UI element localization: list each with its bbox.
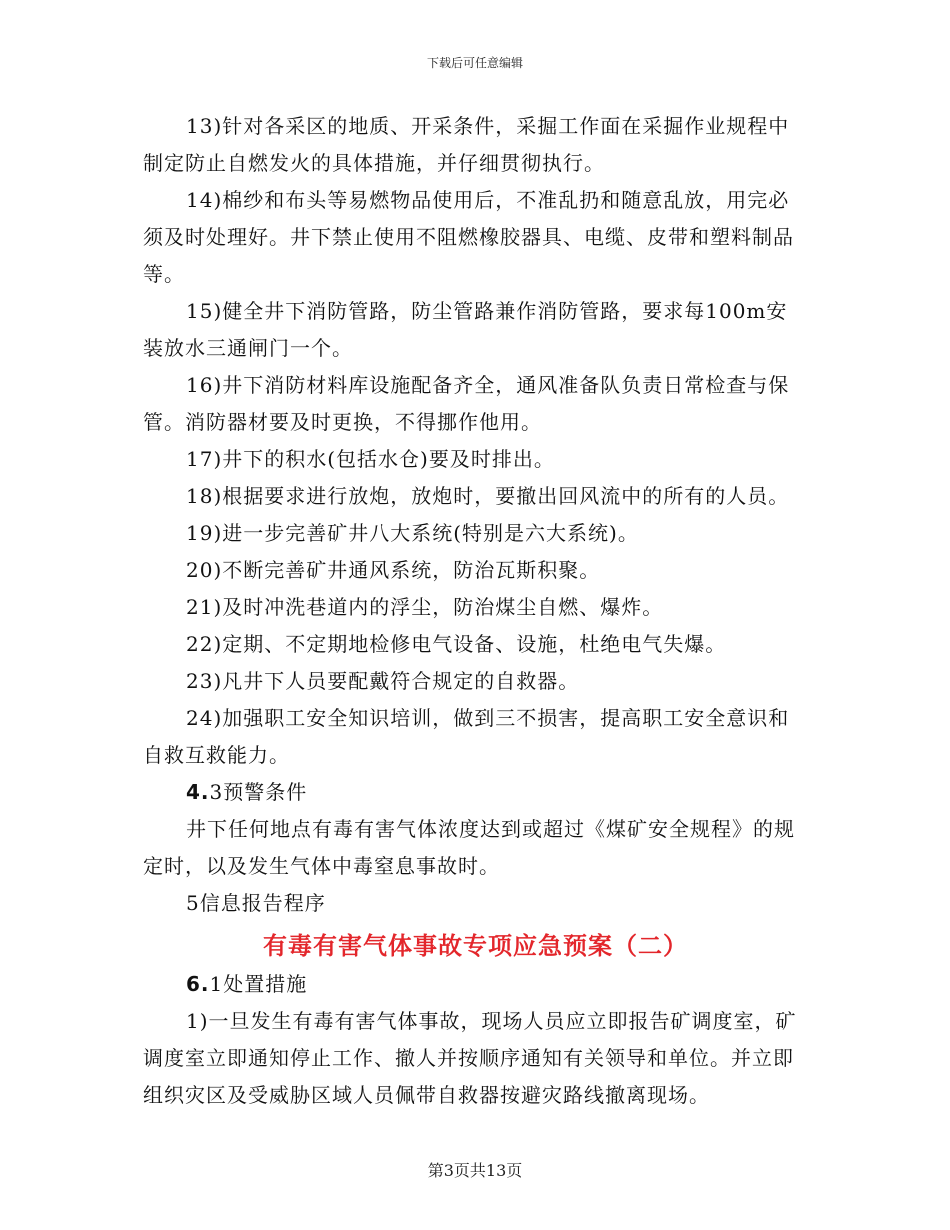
paragraph-15: 15)健全井下消防管路，防尘管路兼作消防管路，要求每100m安装放水三通闸门一个。 [143, 299, 788, 360]
paragraph-18: 18)根据要求进行放炮，放炮时，要撤出回风流中的所有的人员。 [186, 484, 790, 508]
paragraph-16: 16)井下消防材料库设施配备齐全，通风准备队负责日常检查与保管。消防器材要及时更换，不得挪作他用。 [143, 373, 790, 434]
paragraph-21: 21)及时冲洗巷道内的浮尘，防治煤尘自燃、爆炸。 [186, 595, 664, 619]
document-body [143, 108, 808, 1114]
red-section-title: 有毒有害气体事故专项应急预案（二） [263, 932, 688, 960]
section-number-4: 4. [186, 780, 210, 804]
section-heading-6-1 [143, 966, 808, 1003]
page-number: 第3页共13页 [427, 1161, 523, 1180]
section-number-6: 6. [186, 972, 210, 996]
section-body-warning: 井下任何地点有毒有害气体浓度达到或超过《煤矿安全规程》的规定时，以及发生气体中毒窒息事故时。 [143, 817, 795, 878]
paragraph-19: 19)进一步完善矿井八大系统(特别是六大系统)。 [186, 521, 639, 545]
section-heading-4-3 [143, 774, 808, 811]
paragraph-14: 14)棉纱和布头等易燃物品使用后，不准乱扔和随意乱放，用完必须及时处理好。井下禁止使用不阻燃橡胶器具、电缆、皮带和塑料制品等。 [143, 188, 794, 286]
paragraph-24: 24)加强职工安全知识培训，做到三不损害，提高职工安全意识和自救互救能力。 [143, 706, 790, 767]
paragraph-20: 20)不断完善矿井通风系统，防治瓦斯积聚。 [186, 558, 601, 582]
section-heading-5: 5信息报告程序 [186, 891, 326, 915]
section-title-warning: 3预警条件 [209, 780, 308, 804]
paragraph-17: 17)井下的积水(包括水仓)要及时排出。 [186, 447, 555, 471]
page-header-note: 下载后可任意编辑 [426, 56, 523, 70]
section-body-disposal: 1)一旦发生有毒有害气体事故，现场人员应立即报告矿调度室，矿调度室立即通知停止工作、撤人并按顺序通知有关领导和单位。并立即组织灾区及受威胁区域人员佩带自救器按避灾路线撤离现场。 [143, 1009, 797, 1107]
paragraph-22: 22)定期、不定期地检修电气设备、设施，杜绝电气失爆。 [186, 632, 727, 656]
paragraph-23: 23)凡井下人员要配戴符合规定的自救器。 [186, 669, 580, 693]
paragraph-13: 13)针对各采区的地质、开采条件，采掘工作面在采掘作业规程中制定防止自燃发火的具体措施，并仔细贯彻执行。 [143, 114, 790, 175]
section-title-disposal: 1处置措施 [209, 972, 308, 996]
